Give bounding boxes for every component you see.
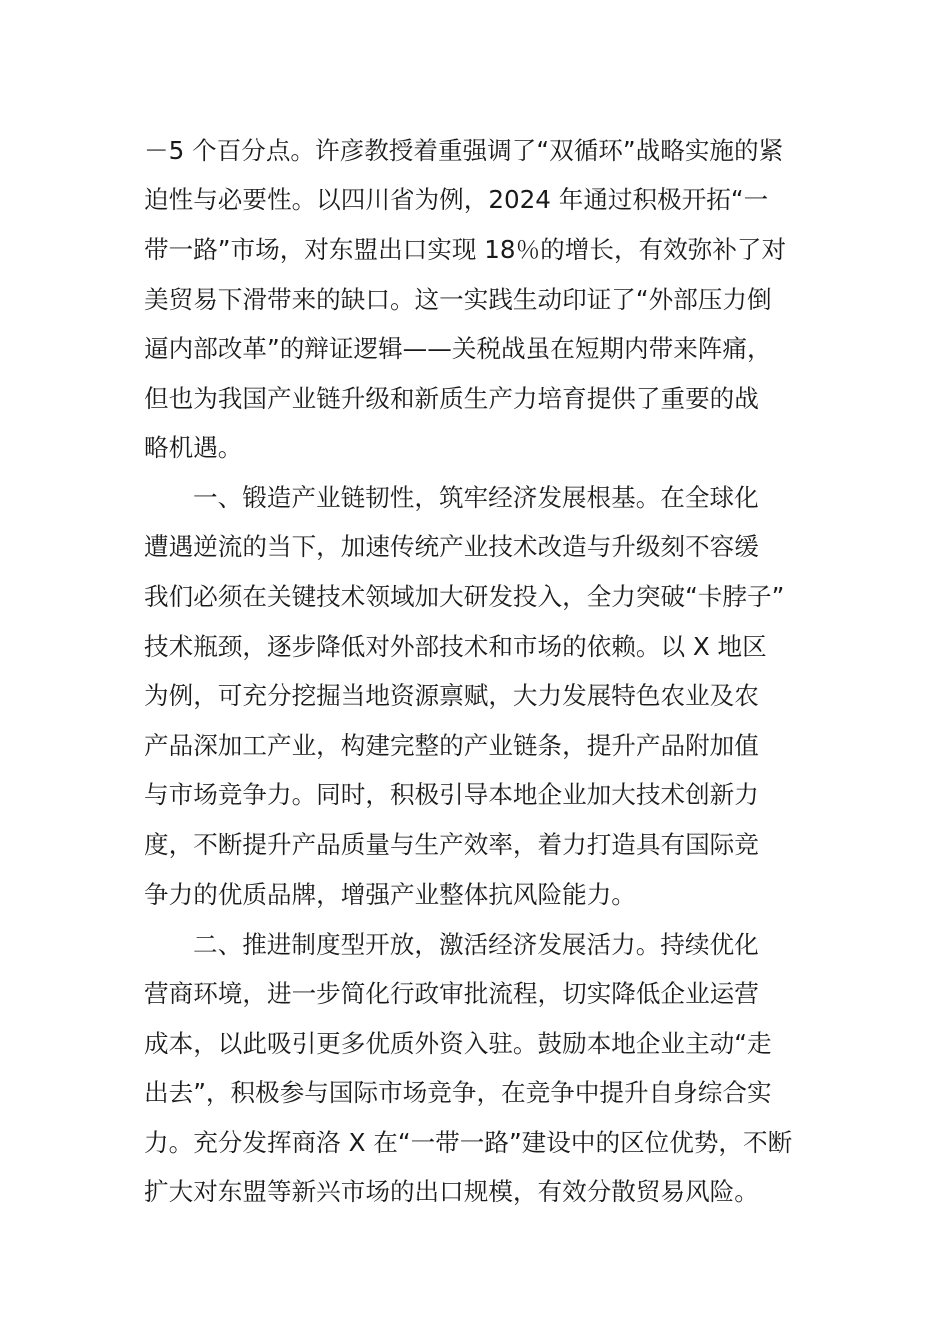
text-line: 技术瓶颈，逐步降低对外部技术和市场的依赖。以 X 地区	[144, 632, 767, 661]
text-line: 为例，可充分挖掘当地资源禀赋，大力发展特色农业及农	[144, 681, 759, 710]
text-line: 度，不断提升产品质量与生产效率，着力打造具有国际竞	[144, 830, 759, 859]
text-line: 出去”，积极参与国际市场竞争，在竞争中提升自身综合实	[144, 1078, 772, 1107]
section-heading-line: 二、推进制度型开放，激活经济发展活力。持续优化	[193, 930, 759, 959]
text-line: 迫性与必要性。以四川省为例，2024 年通过积极开拓“一	[144, 185, 769, 214]
text-line: 产品深加工产业，构建完整的产业链条，提升产品附加值	[144, 731, 759, 760]
text-line: 扩大对东盟等新兴市场的出口规模，有效分散贸易风险。	[144, 1177, 759, 1206]
text-line: 与市场竞争力。同时，积极引导本地企业加大技术创新力	[144, 780, 759, 809]
text-line: 力。充分发挥商洛 X 在“一带一路”建设中的区位优势，不断	[144, 1128, 793, 1157]
text-line: 成本，以此吸引更多优质外资入驻。鼓励本地企业主动“走	[144, 1029, 772, 1058]
section-heading-line: 一、锻造产业链韧性，筑牢经济发展根基。在全球化	[193, 483, 759, 512]
text-line: 逼内部改革”的辩证逻辑——关税战虽在短期内带来阵痛，	[144, 334, 772, 363]
text-line: 遭遇逆流的当下，加速传统产业技术改造与升级刻不容缓	[144, 532, 759, 561]
text-line: 营商环境，进一步简化行政审批流程，切实降低企业运营	[144, 979, 759, 1008]
text-line: 我们必须在关键技术领域加大研发投入，全力突破“卡脖子”	[144, 582, 785, 611]
text-line: 美贸易下滑带来的缺口。这一实践生动印证了“外部压力倒	[144, 285, 772, 314]
text-line: 但也为我国产业链升级和新质生产力培育提供了重要的战	[144, 384, 759, 413]
text-line: 带一路”市场，对东盟出口实现 18％的增长，有效弥补了对	[144, 235, 787, 264]
text-line: 争力的优质品牌，增强产业整体抗风险能力。	[144, 880, 636, 909]
text-line: －5 个百分点。许彦教授着重强调了“双循环”战略实施的紧	[144, 136, 784, 165]
text-line: 略机遇。	[144, 433, 243, 462]
